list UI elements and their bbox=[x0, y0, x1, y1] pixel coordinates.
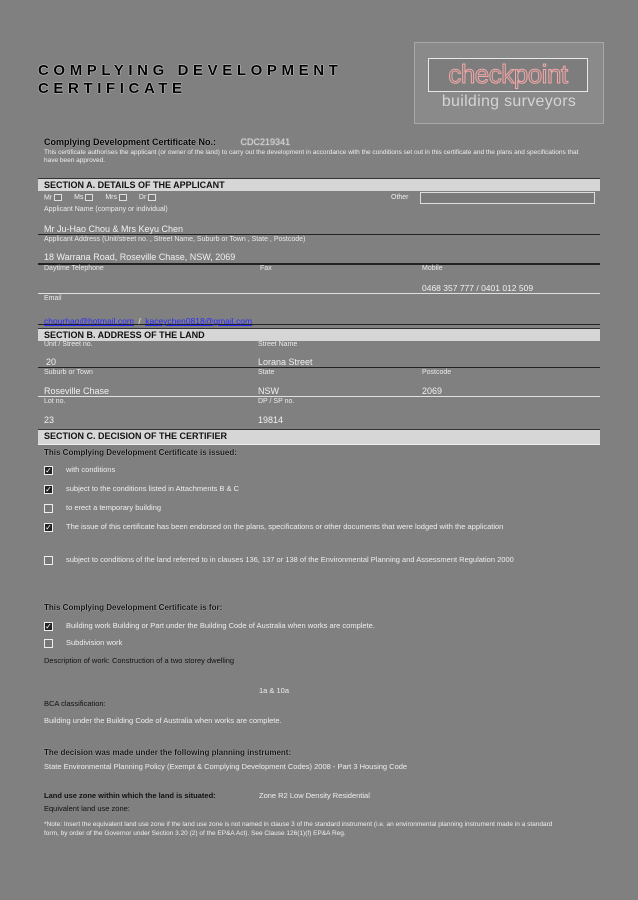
state-label: State bbox=[258, 369, 275, 376]
certificate-number-label: Complying Development Certificate No.: bbox=[44, 137, 217, 147]
suburb-value: Roseville Chase bbox=[44, 386, 110, 396]
description-label: Description of work: bbox=[44, 656, 110, 665]
divider bbox=[38, 234, 600, 235]
title-mrs-checkbox[interactable] bbox=[119, 194, 127, 201]
other-title-label: Other bbox=[391, 194, 409, 201]
applicant-name-value: Mr Ju-Hao Chou & Mrs Keyu Chen bbox=[44, 224, 184, 234]
for-item-text: Subdivision work bbox=[66, 638, 123, 647]
state-value: NSW bbox=[258, 386, 279, 396]
issued-item-text: The issue of this certificate has been endorsed on the plans, specifications or other documents that were lodged with the application bbox=[66, 522, 504, 531]
planning-instrument-heading: The decision was made under the following planning instrument: bbox=[44, 748, 292, 757]
email-separator: / bbox=[138, 316, 141, 326]
bca-classification-value: Building under the Building Code of Australia when works are complete. bbox=[44, 716, 282, 725]
applicant-address-label: Applicant Address (Unit/street no. , Street Name, Suburb or Town , State , Postcode) bbox=[44, 236, 306, 243]
applicant-address-value: 18 Warrana Road, Roseville Chase, NSW, 2069 bbox=[44, 252, 236, 262]
email-label: Email bbox=[44, 295, 62, 302]
document-title bbox=[38, 62, 342, 98]
other-title-field[interactable] bbox=[420, 192, 595, 204]
street-name-label: Street Name bbox=[258, 341, 298, 348]
email-value bbox=[44, 311, 252, 329]
class-value: 1a & 10a bbox=[259, 686, 290, 695]
issued-item-text: with conditions bbox=[66, 465, 116, 474]
title-dr-label: Dr bbox=[138, 194, 147, 202]
certificate-intro: This certificate authorises the applicant (or owner of the land) to carry out the development in accordance with the conditions set out in this certificate and the plans and specifications that have been approved. bbox=[44, 149, 579, 164]
mobile-value: 0468 357 777 / 0401 012 509 bbox=[422, 283, 534, 293]
title-checkbox-group bbox=[44, 194, 156, 201]
street-name-value: Lorana Street bbox=[258, 357, 313, 367]
equivalent-zone-label: Equivalent land use zone: bbox=[44, 804, 130, 813]
title-mrs-label: Mrs bbox=[105, 194, 117, 202]
lot-no-value: 23 bbox=[44, 415, 55, 425]
email-link-2[interactable]: kaceychen0818@gmail.com bbox=[145, 316, 253, 326]
title-dr-checkbox[interactable] bbox=[148, 194, 156, 201]
subdivision-work-checkbox[interactable] bbox=[44, 639, 53, 648]
mobile-label: Mobile bbox=[422, 265, 443, 272]
logo-wordmark: checkpoint bbox=[448, 59, 568, 89]
issued-item-text: subject to conditions of the land referred to in clauses 136, 137 or 138 of the Environmental Planning and Assessment Regulation 2000 bbox=[66, 555, 514, 564]
issued-with-conditions-checkbox[interactable]: ✓ bbox=[45, 466, 52, 475]
land-use-zone-value: Zone R2 Low Density Residential bbox=[259, 791, 370, 800]
for-heading: This Complying Development Certificate is for: bbox=[44, 603, 223, 612]
dp-sp-no-value: 19814 bbox=[258, 415, 284, 425]
divider bbox=[38, 367, 600, 368]
section-a-heading: SECTION A. DETAILS OF THE APPLICANT bbox=[38, 178, 600, 191]
logo-wordmark-frame bbox=[428, 58, 588, 92]
applicant-name-label: Applicant Name (company or individual) bbox=[44, 206, 168, 213]
lot-no-label: Lot no. bbox=[44, 398, 66, 405]
title-mr-checkbox[interactable] bbox=[54, 194, 62, 201]
unit-street-no-label: Unit / Street no. bbox=[44, 341, 93, 348]
suburb-label: Suburb or Town bbox=[44, 369, 93, 376]
issued-item-text: subject to the conditions listed in Attachments B & C bbox=[66, 484, 240, 493]
fax-label: Fax bbox=[260, 265, 272, 272]
divider bbox=[38, 263, 600, 265]
planning-instrument-value: State Environmental Planning Policy (Exempt & Complying Development Codes) 2008 - Part 3 Housing Code bbox=[44, 762, 408, 771]
description-value: Construction of a two storey dwelling bbox=[111, 656, 235, 665]
daytime-telephone-label: Daytime Telephone bbox=[44, 265, 104, 272]
issued-attachments-checkbox[interactable]: ✓ bbox=[45, 485, 52, 494]
building-work-checkbox[interactable]: ✓ bbox=[45, 622, 52, 631]
title-ms-checkbox[interactable] bbox=[85, 194, 93, 201]
certificate-number-value: CDC219341 bbox=[240, 137, 291, 147]
bca-classification-label: BCA classification: bbox=[44, 699, 106, 708]
dp-sp-no-label: DP / SP no. bbox=[258, 398, 295, 405]
divider bbox=[38, 396, 600, 397]
email-link-1[interactable]: chourhao@hotmail.com bbox=[44, 316, 134, 326]
issued-heading: This Complying Development Certificate is issued: bbox=[44, 448, 237, 457]
title-ms-label: Ms bbox=[74, 194, 84, 202]
divider bbox=[38, 324, 600, 325]
issued-temporary-building-checkbox[interactable] bbox=[44, 504, 53, 513]
section-b-heading: SECTION B. ADDRESS OF THE LAND bbox=[38, 328, 600, 341]
issued-endorsed-plans-checkbox[interactable]: ✓ bbox=[45, 523, 52, 532]
zone-note: *Note: Insert the equivalent land use zone if the land use zone is not named in clause 3 of the standard instrument (i.e. an environmental planning instrument made in a standard form, by order of the Governor under Section 3.20 (2) of the EP&A Act). See Clause 126(1)(f) EP&A Reg. bbox=[44, 821, 553, 837]
postcode-label: Postcode bbox=[422, 369, 452, 376]
unit-street-no-value: 20 bbox=[46, 357, 57, 367]
divider bbox=[38, 293, 600, 294]
postcode-value: 2069 bbox=[422, 386, 443, 396]
for-item-text: Building work Building or Part under the Building Code of Australia when works are complete. bbox=[66, 621, 375, 630]
description-of-work bbox=[44, 656, 234, 665]
title-line-2: CERTIFICATE bbox=[38, 80, 187, 97]
logo-tagline: building surveyors bbox=[441, 93, 577, 110]
issued-land-conditions-checkbox[interactable] bbox=[44, 556, 53, 565]
title-line-1: COMPLYING DEVELOPMENT bbox=[38, 62, 343, 79]
section-c-heading: SECTION C. DECISION OF THE CERTIFIER bbox=[38, 429, 600, 445]
land-use-zone-label: Land use zone within which the land is situated: bbox=[44, 791, 216, 800]
checkpoint-logo bbox=[414, 42, 604, 124]
title-mr-label: Mr bbox=[44, 194, 53, 202]
issued-item-text: to erect a temporary building bbox=[66, 503, 162, 512]
certificate-number bbox=[44, 137, 290, 147]
